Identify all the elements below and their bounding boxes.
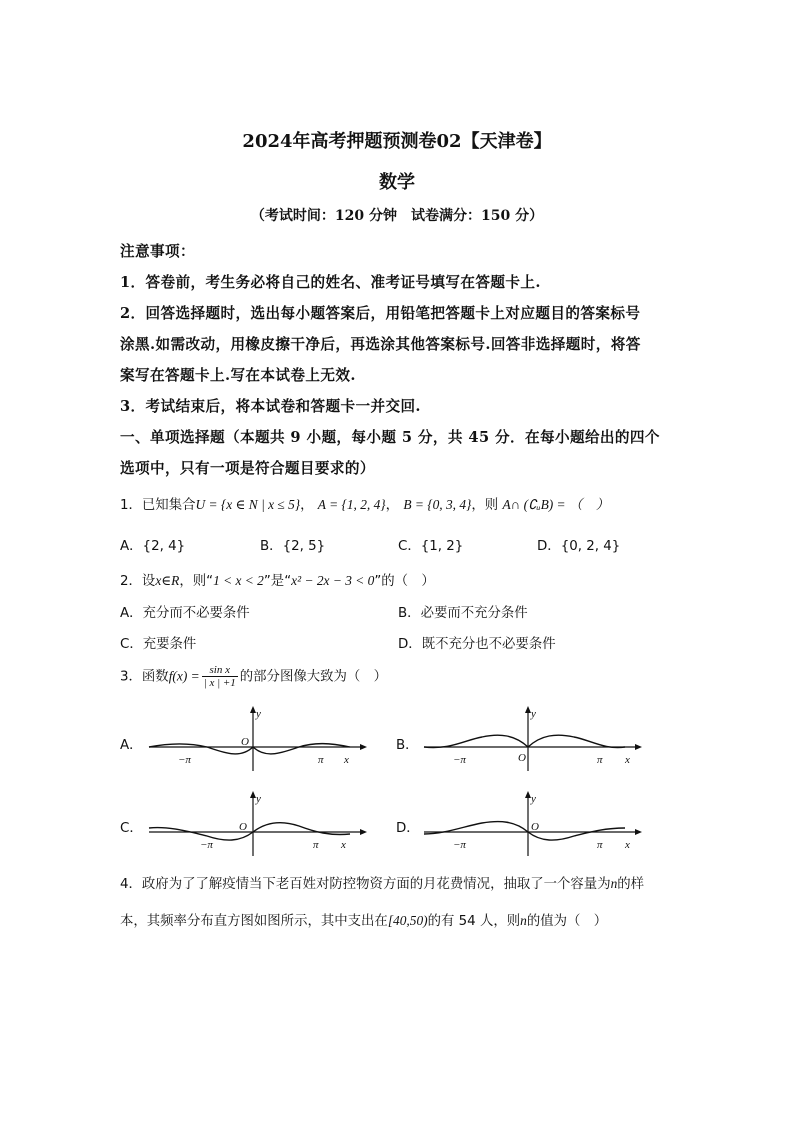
q1-option-b: B．{2, 5} [260, 539, 326, 554]
y-label: y [531, 793, 536, 805]
page-title: 2024年高考押题预测卷02【天津卷】 [242, 131, 552, 152]
q1-option-d: D．{0, 2, 4} [537, 539, 621, 554]
q3-option-b-label: B． [396, 738, 419, 753]
q2-option-b: B．必要而不充分条件 [398, 606, 528, 621]
fraction: $\frac{\text{sin x}}{| x | +1}$ [203, 664, 236, 689]
x-axis-arrow [360, 744, 367, 750]
origin-label: O [518, 752, 526, 764]
q3-option-a-label: A． [120, 738, 143, 753]
neg-pi-label: −π [453, 754, 466, 766]
graph-d [420, 790, 645, 860]
graph-b [420, 705, 645, 775]
q3-option-d-label: D． [396, 821, 420, 836]
q2-option-a: A．充分而不必要条件 [120, 606, 250, 621]
x-label: x [344, 754, 349, 766]
pi-label: π [597, 754, 603, 766]
y-label: y [531, 708, 536, 720]
notes-heading: 注意事项： [120, 243, 195, 260]
origin-label: O [531, 821, 539, 833]
pi-label: π [313, 839, 319, 851]
origin-label: O [241, 736, 249, 748]
neg-pi-label: −π [200, 839, 213, 851]
q2-option-d: D．既不充分也不必要条件 [398, 637, 556, 652]
question-2: 2．设x∈R，则“1 < x < 2”是“x² − 2x − 3 < 0”的（ ） [120, 573, 435, 589]
curve [424, 735, 625, 747]
subject-title: 数学 [379, 172, 415, 193]
pi-label: π [318, 754, 324, 766]
question-4-line-1: 4．政府为了了解疫情当下老百姓对防控物资方面的月花费情况，抽取了一个容量为n的样 [120, 876, 645, 892]
q1-option-a: A．{2, 4} [120, 539, 186, 554]
x-label: x [625, 839, 630, 851]
pi-label: π [597, 839, 603, 851]
q2-option-c: C．充要条件 [120, 637, 197, 652]
question-4-line-2: 本，其频率分布直方图如图所示，其中支出在[40,50)的有 54 人，则n的值为（ ） [120, 913, 608, 929]
question-3: 3．函数f(x) = $\frac{\text{sin x}}{| x | +1}$ 的部分图像大致为（ ） [120, 664, 388, 689]
origin-label: O [239, 821, 247, 833]
y-label: y [256, 708, 261, 720]
curve [149, 823, 350, 840]
curve [149, 744, 350, 754]
q3-option-c-label: C． [120, 821, 143, 836]
section-heading-line-1: 一、单项选择题（本题共 9 小题，每小题 5 分，共 45 分．在每小题给出的四个 [120, 429, 660, 446]
y-label: y [256, 793, 261, 805]
note-item-2-line-2: 涂黑.如需改动，用橡皮擦干净后，再选涂其他答案标号.回答非选择题时，将答 [120, 336, 641, 353]
note-item-3: 3．考试结束后，将本试卷和答题卡一并交回. [120, 398, 421, 415]
neg-pi-label: −π [453, 839, 466, 851]
neg-pi-label: −π [178, 754, 191, 766]
x-label: x [625, 754, 630, 766]
q1-option-c: C．{1, 2} [398, 539, 464, 554]
x-axis-arrow [360, 829, 367, 835]
graph-a [145, 705, 370, 775]
x-label: x [341, 839, 346, 851]
note-item-2-line-3: 案写在答题卡上.写在本试卷上无效. [120, 367, 356, 384]
question-1: 1．已知集合U = {x ∈ N | x ≤ 5}， A = {1, 2, 4}， B = {0, 3, 4}，则 A∩ (∁ᵤB) = （ ） [120, 497, 610, 513]
note-item-2-line-1: 2．回答选择题时，选出每小题答案后，用铅笔把答题卡上对应题目的答案标号 [120, 305, 641, 322]
x-axis-arrow [635, 744, 642, 750]
graph-c [145, 790, 370, 860]
note-item-1: 1．答卷前，考生务必将自己的姓名、准考证号填写在答题卡上. [120, 274, 541, 291]
x-axis-arrow [635, 829, 642, 835]
exam-info: （考试时间：120 分钟 试卷满分：150 分） [250, 208, 544, 224]
curve [424, 822, 625, 841]
section-heading-line-2: 选项中，只有一项是符合题目要求的） [120, 460, 375, 477]
